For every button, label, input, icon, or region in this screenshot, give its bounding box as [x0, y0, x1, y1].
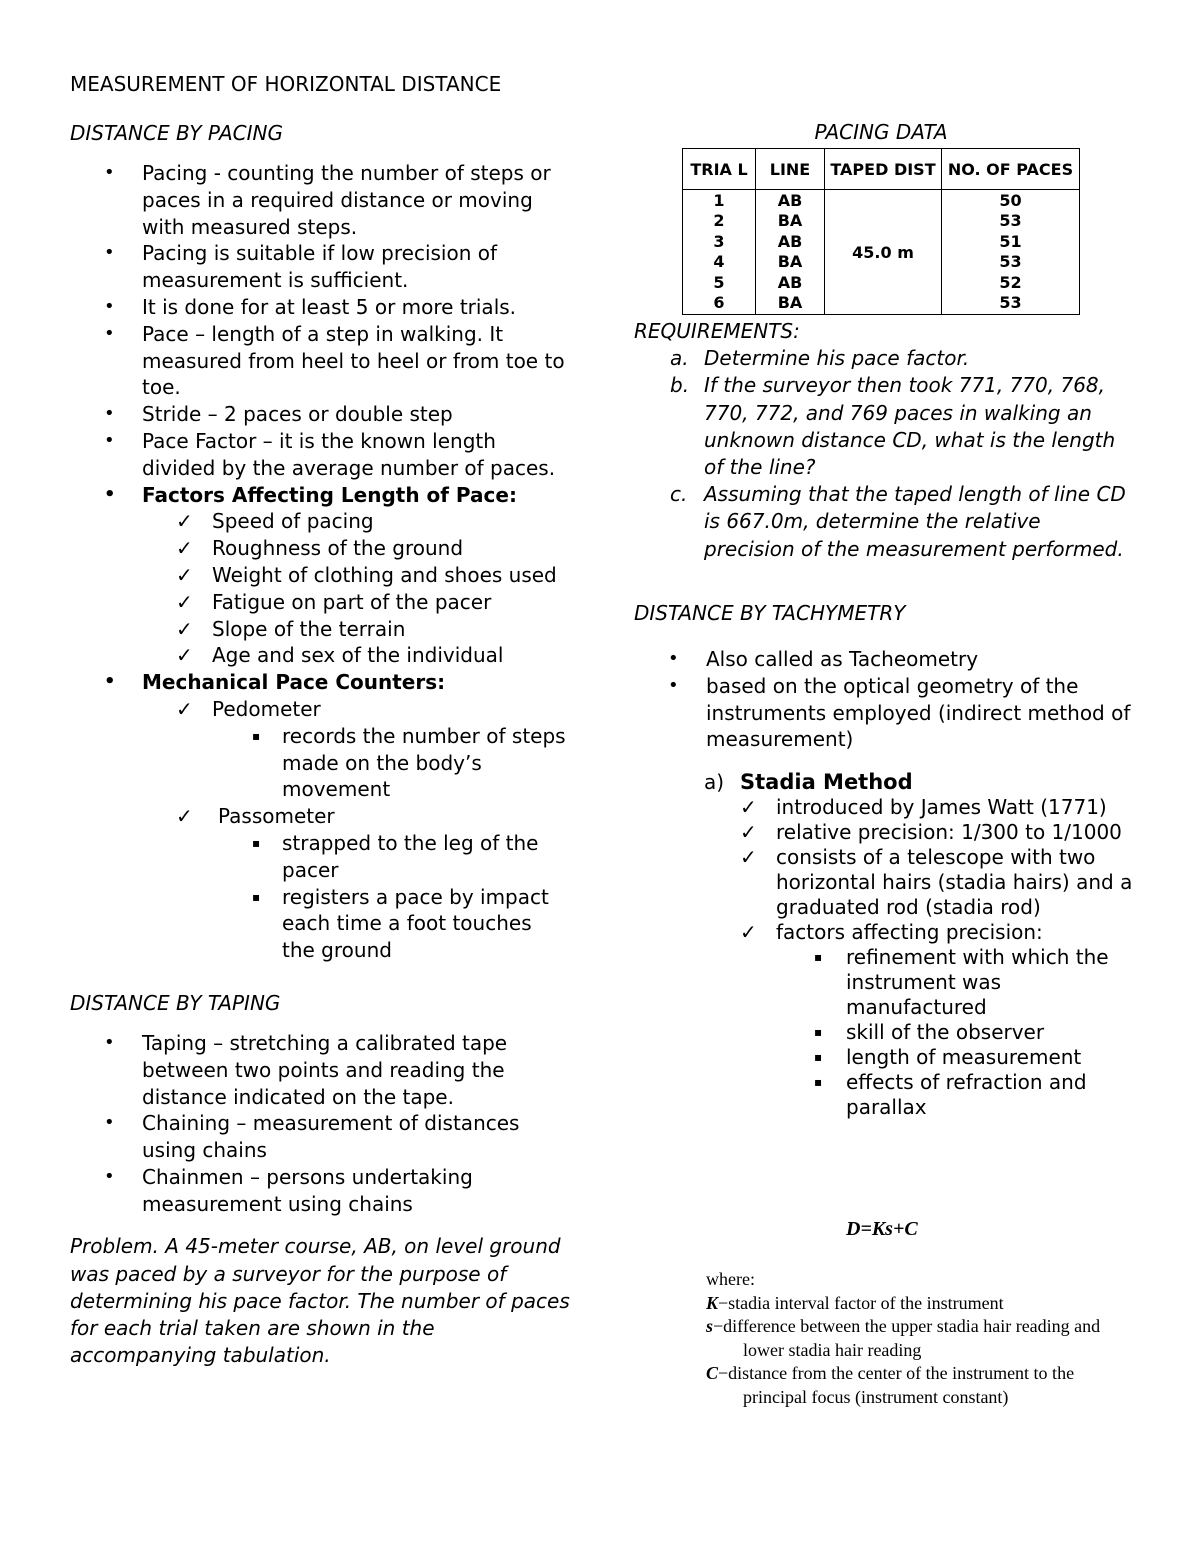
page-title: MEASUREMENT OF HORIZONTAL DISTANCE — [70, 72, 502, 96]
bullet-icon: • — [104, 1112, 115, 1134]
header-line: LINE — [756, 149, 825, 190]
list-item: ▪ length of measurement — [814, 1045, 1082, 1070]
taping-heading: DISTANCE BY TAPING — [70, 990, 281, 1015]
lines-cell: AB BA AB BA AB BA — [756, 190, 825, 315]
list-item: ✓ Pedometer — [176, 696, 321, 721]
list-item: ✓ introduced by James Watt (1771) — [740, 795, 1107, 820]
list-item: • Taping – stretching a calibrated tape between two points and reading the distance indicated on the tape. — [104, 1030, 508, 1109]
bullet-icon: • — [104, 483, 116, 505]
list-item: ✓ Roughness of the ground — [176, 536, 464, 561]
list-item: ▪ registers a pace by impact each time a foot touches the ground — [252, 884, 549, 963]
header-trial: TRIA L — [683, 149, 756, 190]
bullet-icon: • — [104, 1031, 115, 1053]
list-item: ✓ Age and sex of the individual — [176, 643, 504, 668]
tachymetry-heading: DISTANCE BY TACHYMETRY — [634, 601, 906, 625]
list-item: • Also called as Tacheometry — [668, 647, 979, 671]
check-icon: ✓ — [176, 696, 193, 721]
list-item: • Pace – length of a step in walking. It measured from heel to heel or from toe to toe. — [104, 321, 565, 400]
check-icon: ✓ — [176, 643, 193, 668]
pacing-data-table — [682, 148, 1080, 315]
pacing-heading: DISTANCE BY PACING — [70, 121, 283, 145]
check-icon: ✓ — [176, 589, 193, 614]
list-item: ▪ skill of the observer — [814, 1020, 1045, 1045]
list-item: a. Determine his pace factor. — [670, 346, 970, 371]
bullet-icon: • — [104, 295, 115, 317]
tachymetry-section — [634, 600, 1134, 1120]
check-icon: ✓ — [740, 795, 757, 820]
list-item: ▪ refinement with which the instrument was manufactured — [814, 945, 1109, 1020]
list-item: ✓ Speed of pacing — [176, 509, 374, 534]
where-label: where: — [706, 1269, 755, 1289]
list-item: ✓ Fatigue on part of the pacer — [176, 589, 492, 614]
stadia-formula: D=Ks+C — [846, 1218, 918, 1240]
left-column — [70, 120, 570, 1370]
paces-cell: 50 53 51 53 52 53 — [942, 190, 1080, 315]
bullet-icon: • — [104, 671, 116, 693]
check-icon: ✓ — [176, 616, 193, 641]
square-bullet-icon: ▪ — [814, 1025, 823, 1040]
formula-definitions — [706, 1268, 1126, 1409]
check-icon: ✓ — [740, 820, 757, 845]
bullet-icon: • — [668, 674, 679, 696]
header-taped-dist: TAPED DIST — [825, 149, 942, 190]
square-bullet-icon: ▪ — [814, 950, 823, 965]
list-item: ✓ Weight of clothing and shoes used — [176, 562, 557, 587]
bullet-icon: • — [104, 162, 115, 183]
square-bullet-icon: ▪ — [252, 728, 261, 743]
bullet-icon: • — [104, 1165, 115, 1187]
list-item: c. Assuming that the taped length of line CD is 667.0m, determine the relative precision of the measurement performed. — [670, 482, 1126, 561]
list-item: • It is done for at least 5 or more trials. — [104, 294, 517, 319]
list-item: b. If the surveyor then took 771, 770, 768, 770, 772, and 769 paces in walking an unknown distance CD, what is the length of the line? — [670, 373, 1116, 480]
stadia-heading: a) Stadia Method — [704, 770, 913, 795]
problem-statement: Problem. A 45-meter course, AB, on level ground was paced by a surveyor for the purpose of determining his pace factor. The number of paces for each trial taken are shown in the accompanying tabulation. — [70, 1234, 570, 1368]
counters-heading: • Mechanical Pace Counters: — [104, 670, 446, 695]
list-item: ▪ records the number of steps made on the body’s movement — [252, 723, 566, 802]
check-icon: ✓ — [176, 536, 193, 561]
square-bullet-icon: ▪ — [814, 1050, 823, 1065]
check-icon: ✓ — [740, 845, 757, 870]
tachymetry-list — [634, 646, 1134, 753]
list-item: • Chainmen – persons undertaking measurement using chains — [104, 1164, 473, 1216]
list-item: • Pacing is suitable if low precision of measurement is sufficient. — [104, 241, 498, 293]
list-item: ✓ Passometer — [176, 804, 335, 829]
table-header-row — [683, 149, 1080, 190]
requirements-heading: REQUIREMENTS: — [634, 319, 800, 343]
square-bullet-icon: ▪ — [252, 889, 261, 904]
header-paces: NO. OF PACES — [942, 149, 1080, 190]
square-bullet-icon: ▪ — [252, 835, 261, 850]
check-icon: ✓ — [176, 562, 193, 587]
list-item: • Chaining – measurement of distances using chains — [104, 1111, 520, 1163]
check-icon: ✓ — [740, 920, 757, 945]
list-item: ▪ effects of refraction and parallax — [814, 1070, 1087, 1120]
taping-list — [70, 1030, 570, 1218]
list-item: • Pacing - counting the number of steps or paces in a required distance or moving with measured steps. — [104, 161, 551, 239]
list-item: • Pace Factor – it is the known length divided by the average number of paces. — [104, 428, 556, 480]
bullet-icon: • — [668, 648, 679, 669]
bullet-icon: • — [104, 322, 115, 344]
taped-dist-cell: 45.0 m — [825, 190, 942, 315]
list-item: ▪ strapped to the leg of the pacer — [252, 830, 539, 882]
check-icon: ✓ — [176, 509, 193, 534]
list-item: ✓ consists of a telescope with two horizontal hairs (stadia hairs) and a graduated rod (stadia rod) — [740, 845, 1133, 920]
stadia-list — [634, 795, 1134, 1120]
pacing-data-title: PACING DATA — [814, 120, 948, 144]
pacing-list — [70, 160, 570, 964]
trials-cell: 1 2 3 4 5 6 — [683, 190, 756, 315]
list-item: ✓ Slope of the terrain — [176, 616, 406, 641]
definition-k: K−stadia interval factor of the instrument — [706, 1292, 1004, 1313]
bullet-icon: • — [104, 429, 115, 451]
requirements — [634, 318, 1134, 563]
list-item: ✓ factors affecting precision: — [740, 920, 1043, 945]
list-item: • based on the optical geometry of the instruments employed (indirect method of measurement) — [668, 673, 1131, 752]
bullet-icon: • — [104, 242, 115, 264]
list-item: ✓ relative precision: 1/300 to 1/1000 — [740, 820, 1122, 845]
definition-c: C−distance from the center of the instrument to the principal focus (instrument constant) — [706, 1363, 1075, 1407]
bullet-icon: • — [104, 403, 115, 425]
table-row — [683, 190, 1080, 315]
check-icon: ✓ — [176, 804, 193, 829]
square-bullet-icon: ▪ — [814, 1075, 823, 1090]
definition-s: s−difference between the upper stadia hair reading and lower stadia hair reading — [706, 1316, 1101, 1360]
factors-heading: • Factors Affecting Length of Pace: — [104, 482, 517, 507]
list-item: • Stride – 2 paces or double step — [104, 402, 453, 427]
